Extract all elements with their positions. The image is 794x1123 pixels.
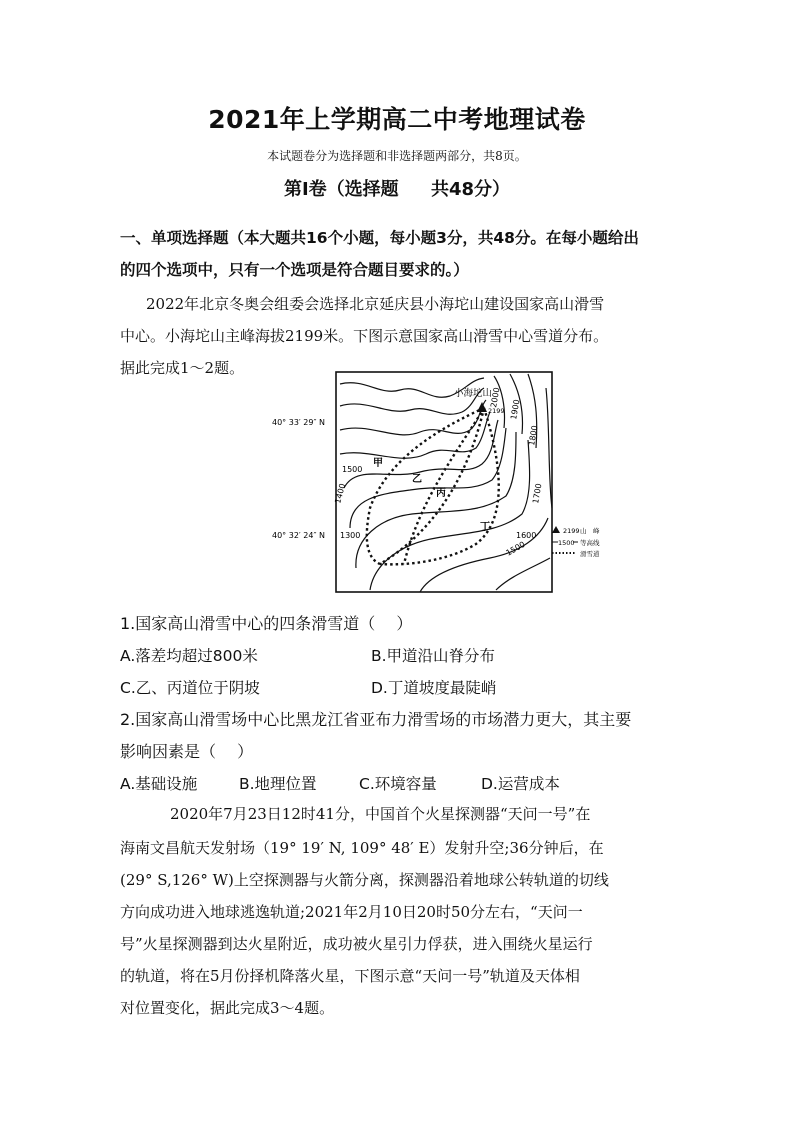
legend-peak-value: 2199 [563,527,580,535]
q1-option-d: D.丁道坡度最陡峭 [371,679,497,697]
passage2-line4: 方向成功进入地球逃逸轨道;2021年2月10日20时50分左右，“天问一 [120,903,583,921]
contour-label: 1500 [504,539,527,558]
contour-label: 2000 [489,386,502,409]
q2-option-a: A.基础设施 [120,775,198,793]
ski-run-map [270,368,600,596]
lat-top-label: 40° 33′ 29″ N [272,418,325,427]
q2-option-b: B.地理位置 [239,775,317,793]
contour-line [340,412,490,458]
q2-option-d: D.运营成本 [481,775,560,793]
passage2-line2: 海南文昌航天发射场（19° 19′ N, 109° 48′ E）发射升空;36分钟后，在 [120,839,604,857]
contour-label: 1900 [509,398,522,421]
contour-label: 1600 [516,531,537,540]
passage2-line5: 号”火星探测器到达火星附近，成功被火星引力俘获，进入围绕火星运行 [120,935,593,953]
q1-option-b: B.甲道沿山脊分布 [371,647,496,665]
section-heading-line2: 的四个选项中，只有一个选项是符合题目要求的。） [120,261,469,279]
contour-label: 1700 [531,482,544,505]
contour-label: 1500 [342,465,363,474]
contour-line [356,432,516,568]
contour-line [546,388,552,508]
map-legend [552,526,600,558]
legend-contour-value: 1500 [558,539,575,547]
run-label-jia: 甲 [373,458,383,469]
run-label-yi: 乙 [412,474,422,485]
contour-line [370,440,530,590]
q2-stem-line2: 影响因素是（ ） [120,742,254,761]
lat-bottom-label: 40° 32′ 24″ N [272,531,325,540]
contour-line [496,558,550,590]
legend-run-label: 滑雪道 [580,550,600,558]
q1-stem: 1.国家高山滑雪中心的四条滑雪道（ ） [120,614,413,633]
part-title: 第Ⅰ卷（选择题 共48分） [283,179,510,200]
passage1-line2: 中心。小海坨山主峰海拔2199米。下图示意国家高山滑雪中心雪道分布。 [120,327,609,345]
run-label-bing: 丙 [436,488,446,499]
legend-peak-icon [552,526,560,533]
passage1-line3: 据此完成1～2题。 [120,359,245,377]
page-title: 2021年上学期高二中考地理试卷 [208,105,586,134]
peak-name: 小海坨山 [454,388,493,399]
contour-label: 1800 [527,424,540,447]
passage1-line1: 2022年北京冬奥会组委会选择北京延庆县小海坨山建设国家高山滑雪 [146,295,605,313]
passage2-line6: 的轨道，将在5月份择机降落火星，下图示意“天问一号”轨道及天体相 [120,967,580,985]
peak-elevation: 2199 [488,407,505,415]
page-subtitle: 本试题卷分为选择题和非选择题两部分，共8页。 [267,149,527,163]
passage2-line7: 对位置变化，据此完成3～4题。 [120,999,335,1017]
legend-contour-label: 等高线 [580,539,600,547]
q1-option-a: A.落差均超过800米 [120,647,258,665]
legend-peak-label: 山 峰 [580,527,600,535]
q1-option-c: C.乙、丙道位于阴坡 [120,679,260,697]
section-heading-line1: 一、单项选择题（本大题共16个小题，每小题3分，共48分。在每小题给出 [120,229,639,247]
contour-label: 1300 [340,531,361,540]
contour-map-svg [270,368,600,596]
q2-option-c: C.环境容量 [359,775,437,793]
run-label-ding: 丁 [480,522,490,533]
q2-stem-line1: 2.国家高山滑雪场中心比黑龙江省亚布力滑雪场的市场潜力更大，其主要 [120,710,632,729]
passage2-line1: 2020年7月23日12时41分，中国首个火星探测器“天问一号”在 [170,805,591,823]
passage2-line3: (29° S,126° W)上空探测器与火箭分离，探测器沿着地球公转轨道的切线 [120,871,609,889]
contour-label: 1400 [333,482,348,505]
peak-icon [477,402,487,412]
